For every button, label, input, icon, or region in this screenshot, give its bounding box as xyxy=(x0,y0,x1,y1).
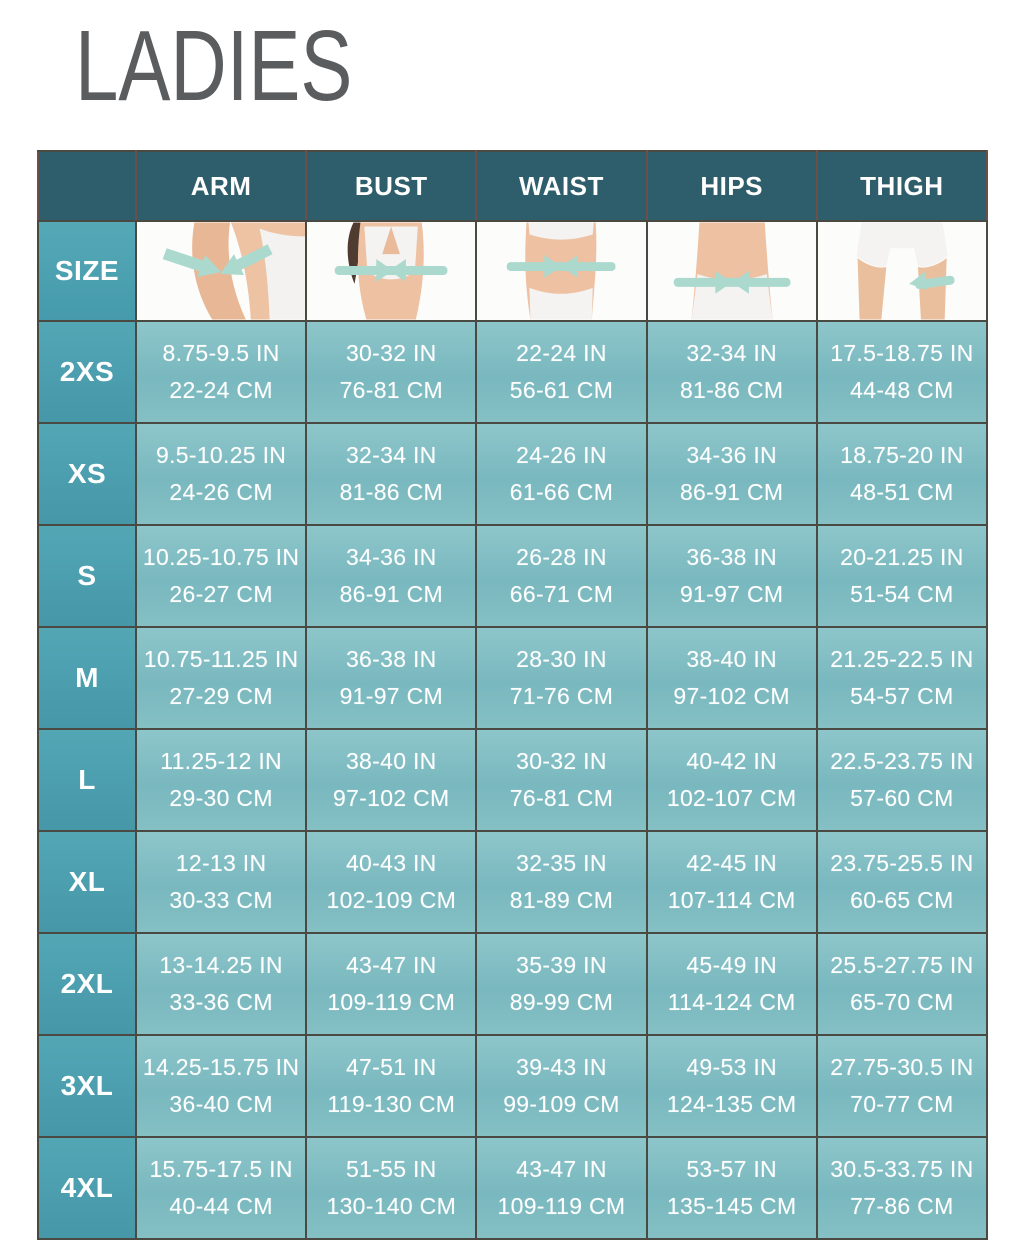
size-label: S xyxy=(38,525,136,627)
measurement-in: 51-55 IN xyxy=(345,1156,437,1182)
measurement-cm: 102-107 CM xyxy=(666,785,797,811)
measurement-cm: 51-54 CM xyxy=(850,581,954,607)
measurement-cm: 54-57 CM xyxy=(850,683,954,709)
measurement-cm: 86-91 CM xyxy=(679,479,784,505)
measurement-cm: 109-119 CM xyxy=(327,989,456,1015)
size-label: M xyxy=(38,627,136,729)
thigh-measurement-image xyxy=(817,221,987,321)
measurement-cell xyxy=(817,729,987,831)
column-header-thigh: THIGH xyxy=(817,151,987,221)
measurement-cell xyxy=(476,321,646,423)
measurement-cm: 77-86 CM xyxy=(850,1193,954,1219)
corner-cell xyxy=(38,151,136,221)
measurement-cm: 119-130 CM xyxy=(327,1091,456,1117)
measurement-in: 9.5-10.25 IN xyxy=(156,442,287,468)
measurement-cell xyxy=(817,831,987,933)
measurement-cell xyxy=(476,525,646,627)
measurement-cell xyxy=(306,729,476,831)
measurement-cm: 109-119 CM xyxy=(497,1193,626,1219)
measurement-in: 38-40 IN xyxy=(686,646,777,672)
measurement-in: 45-49 IN xyxy=(686,952,777,978)
measurement-in: 32-34 IN xyxy=(686,340,777,366)
measurement-cm: 40-44 CM xyxy=(169,1193,273,1219)
size-row-l xyxy=(38,729,987,831)
size-row-3xl xyxy=(38,1035,987,1137)
measurement-cell xyxy=(647,525,817,627)
column-header-waist: WAIST xyxy=(476,151,646,221)
measurement-cm: 29-30 CM xyxy=(169,785,273,811)
measurement-cm: 97-102 CM xyxy=(673,683,790,709)
thigh-measure-illustration xyxy=(818,222,986,320)
measurement-cm: 124-135 CM xyxy=(666,1091,797,1117)
measurement-in: 30-32 IN xyxy=(516,748,607,774)
measurement-cm: 65-70 CM xyxy=(850,989,954,1015)
measurement-cell xyxy=(476,423,646,525)
measurement-cell xyxy=(647,729,817,831)
measurement-in: 26-28 IN xyxy=(516,544,607,570)
measurement-cm: 30-33 CM xyxy=(169,887,273,913)
measurement-in: 32-35 IN xyxy=(516,850,607,876)
measurement-cm: 135-145 CM xyxy=(666,1193,797,1219)
measurement-in: 8.75-9.5 IN xyxy=(162,340,280,366)
hips-measurement-image xyxy=(647,221,817,321)
measurement-cell xyxy=(476,729,646,831)
column-header-row xyxy=(38,151,987,221)
measurement-cell xyxy=(306,321,476,423)
measurement-cm: 27-29 CM xyxy=(169,683,273,709)
measurement-in: 34-36 IN xyxy=(345,544,437,570)
measurement-in: 34-36 IN xyxy=(686,442,777,468)
measurement-cm: 24-26 CM xyxy=(169,479,273,505)
measurement-in: 15.75-17.5 IN xyxy=(149,1156,293,1182)
measurement-cm: 44-48 CM xyxy=(850,377,954,403)
measurement-cell xyxy=(647,831,817,933)
measurement-cell xyxy=(647,321,817,423)
measurement-in: 36-38 IN xyxy=(345,646,437,672)
measurement-cell xyxy=(817,423,987,525)
arm-measurement-image xyxy=(136,221,306,321)
measurement-cm: 99-109 CM xyxy=(503,1091,620,1117)
measurement-in: 22.5-23.75 IN xyxy=(830,748,974,774)
measurement-cell xyxy=(136,1035,306,1137)
illustration-row xyxy=(38,221,987,321)
measurement-in: 21.25-22.5 IN xyxy=(830,646,974,672)
measurement-cm: 91-97 CM xyxy=(339,683,443,709)
measurement-cell xyxy=(476,1035,646,1137)
measurement-cm: 86-91 CM xyxy=(339,581,443,607)
measurement-in: 25.5-27.75 IN xyxy=(830,952,974,978)
measurement-in: 38-40 IN xyxy=(345,748,437,774)
measurement-cm: 56-61 CM xyxy=(509,377,614,403)
measurement-cell xyxy=(136,1137,306,1239)
measurement-cell xyxy=(306,1137,476,1239)
measurement-in: 30.5-33.75 IN xyxy=(830,1156,974,1182)
measurement-in: 23.75-25.5 IN xyxy=(830,850,974,876)
measurement-cm: 60-65 CM xyxy=(850,887,954,913)
ladies-size-chart-table xyxy=(37,150,988,1240)
measurement-cell xyxy=(817,1137,987,1239)
measurement-cell xyxy=(306,1035,476,1137)
measurement-cm: 97-102 CM xyxy=(333,785,450,811)
measurement-cm: 76-81 CM xyxy=(509,785,614,811)
measurement-cell xyxy=(136,321,306,423)
size-row-xs xyxy=(38,423,987,525)
measurement-cell xyxy=(476,1137,646,1239)
measurement-cell xyxy=(306,423,476,525)
size-label: XS xyxy=(38,423,136,525)
measurement-in: 12-13 IN xyxy=(175,850,267,876)
measurement-cell xyxy=(136,423,306,525)
measurement-cm: 76-81 CM xyxy=(339,377,443,403)
measurement-in: 39-43 IN xyxy=(516,1054,607,1080)
waist-measurement-image xyxy=(476,221,646,321)
measurement-cm: 36-40 CM xyxy=(169,1091,273,1117)
measurement-in: 24-26 IN xyxy=(516,442,607,468)
measurement-in: 43-47 IN xyxy=(345,952,437,978)
size-label: 2XS xyxy=(38,321,136,423)
measurement-in: 11.25-12 IN xyxy=(160,748,282,774)
measurement-cm: 22-24 CM xyxy=(169,377,273,403)
measurement-cell xyxy=(817,525,987,627)
measurement-cell xyxy=(136,831,306,933)
measurement-in: 14.25-15.75 IN xyxy=(142,1054,300,1080)
measurement-in: 32-34 IN xyxy=(345,442,437,468)
size-row-2xs xyxy=(38,321,987,423)
measurement-cell xyxy=(647,1035,817,1137)
size-label: 3XL xyxy=(38,1035,136,1137)
measurement-in: 42-45 IN xyxy=(686,850,777,876)
measurement-cm: 102-109 CM xyxy=(326,887,457,913)
measurement-cm: 33-36 CM xyxy=(169,989,273,1015)
bust-measure-illustration xyxy=(307,222,475,320)
measurement-in: 43-47 IN xyxy=(516,1156,607,1182)
measurement-in: 22-24 IN xyxy=(516,340,607,366)
page-title: LADIES xyxy=(75,10,353,122)
hips-measure-illustration xyxy=(648,222,816,320)
measurement-cell xyxy=(306,525,476,627)
measurement-in: 35-39 IN xyxy=(516,952,607,978)
size-header-cell: SIZE xyxy=(38,221,136,321)
arm-measure-illustration xyxy=(137,222,305,320)
measurement-cell xyxy=(136,933,306,1035)
measurement-in: 10.75-11.25 IN xyxy=(143,646,299,672)
bust-measurement-image xyxy=(306,221,476,321)
measurement-in: 49-53 IN xyxy=(686,1054,777,1080)
measurement-cm: 81-89 CM xyxy=(509,887,614,913)
measurement-cm: 114-124 CM xyxy=(667,989,796,1015)
column-header-hips: HIPS xyxy=(647,151,817,221)
measurement-in: 27.75-30.5 IN xyxy=(830,1054,974,1080)
measurement-cm: 66-71 CM xyxy=(509,581,614,607)
size-label: 2XL xyxy=(38,933,136,1035)
size-label: 4XL xyxy=(38,1137,136,1239)
measurement-in: 53-57 IN xyxy=(686,1156,777,1182)
measurement-in: 47-51 IN xyxy=(345,1054,437,1080)
measurement-in: 28-30 IN xyxy=(516,646,607,672)
measurement-cm: 130-140 CM xyxy=(326,1193,457,1219)
size-label: L xyxy=(38,729,136,831)
measurement-cm: 26-27 CM xyxy=(169,581,273,607)
measurement-cm: 61-66 CM xyxy=(509,479,614,505)
measurement-cm: 70-77 CM xyxy=(850,1091,954,1117)
size-row-2xl xyxy=(38,933,987,1035)
measurement-cell xyxy=(476,831,646,933)
column-header-bust: BUST xyxy=(306,151,476,221)
measurement-in: 40-43 IN xyxy=(345,850,437,876)
measurement-cm: 89-99 CM xyxy=(509,989,614,1015)
measurement-cm: 81-86 CM xyxy=(679,377,784,403)
measurement-cell xyxy=(817,627,987,729)
measurement-cell xyxy=(817,321,987,423)
measurement-in: 18.75-20 IN xyxy=(840,442,964,468)
measurement-cell xyxy=(817,1035,987,1137)
measurement-cell xyxy=(136,525,306,627)
measurement-in: 10.25-10.75 IN xyxy=(142,544,300,570)
measurement-cm: 57-60 CM xyxy=(850,785,954,811)
size-row-m xyxy=(38,627,987,729)
measurement-cm: 81-86 CM xyxy=(339,479,443,505)
measurement-cell xyxy=(306,933,476,1035)
measurement-cell xyxy=(476,933,646,1035)
measurement-cell xyxy=(647,1137,817,1239)
measurement-cell xyxy=(476,627,646,729)
waist-measure-illustration xyxy=(477,222,645,320)
measurement-cm: 71-76 CM xyxy=(509,683,614,709)
measurement-cell xyxy=(647,933,817,1035)
measurement-cm: 91-97 CM xyxy=(679,581,784,607)
measurement-cm: 107-114 CM xyxy=(667,887,796,913)
size-row-4xl xyxy=(38,1137,987,1239)
measurement-cell xyxy=(647,423,817,525)
measurement-cell xyxy=(306,627,476,729)
measurement-in: 36-38 IN xyxy=(686,544,777,570)
measurement-in: 30-32 IN xyxy=(345,340,437,366)
measurement-cell xyxy=(306,831,476,933)
measurement-cell xyxy=(136,627,306,729)
measurement-in: 20-21.25 IN xyxy=(840,544,964,570)
measurement-cell xyxy=(647,627,817,729)
measurement-in: 17.5-18.75 IN xyxy=(830,340,974,366)
size-row-s xyxy=(38,525,987,627)
measurement-cell xyxy=(817,933,987,1035)
measurement-in: 40-42 IN xyxy=(686,748,777,774)
size-row-xl xyxy=(38,831,987,933)
measurement-in: 13-14.25 IN xyxy=(159,952,283,978)
size-label: XL xyxy=(38,831,136,933)
column-header-arm: ARM xyxy=(136,151,306,221)
measurement-cm: 48-51 CM xyxy=(850,479,954,505)
measurement-cell xyxy=(136,729,306,831)
